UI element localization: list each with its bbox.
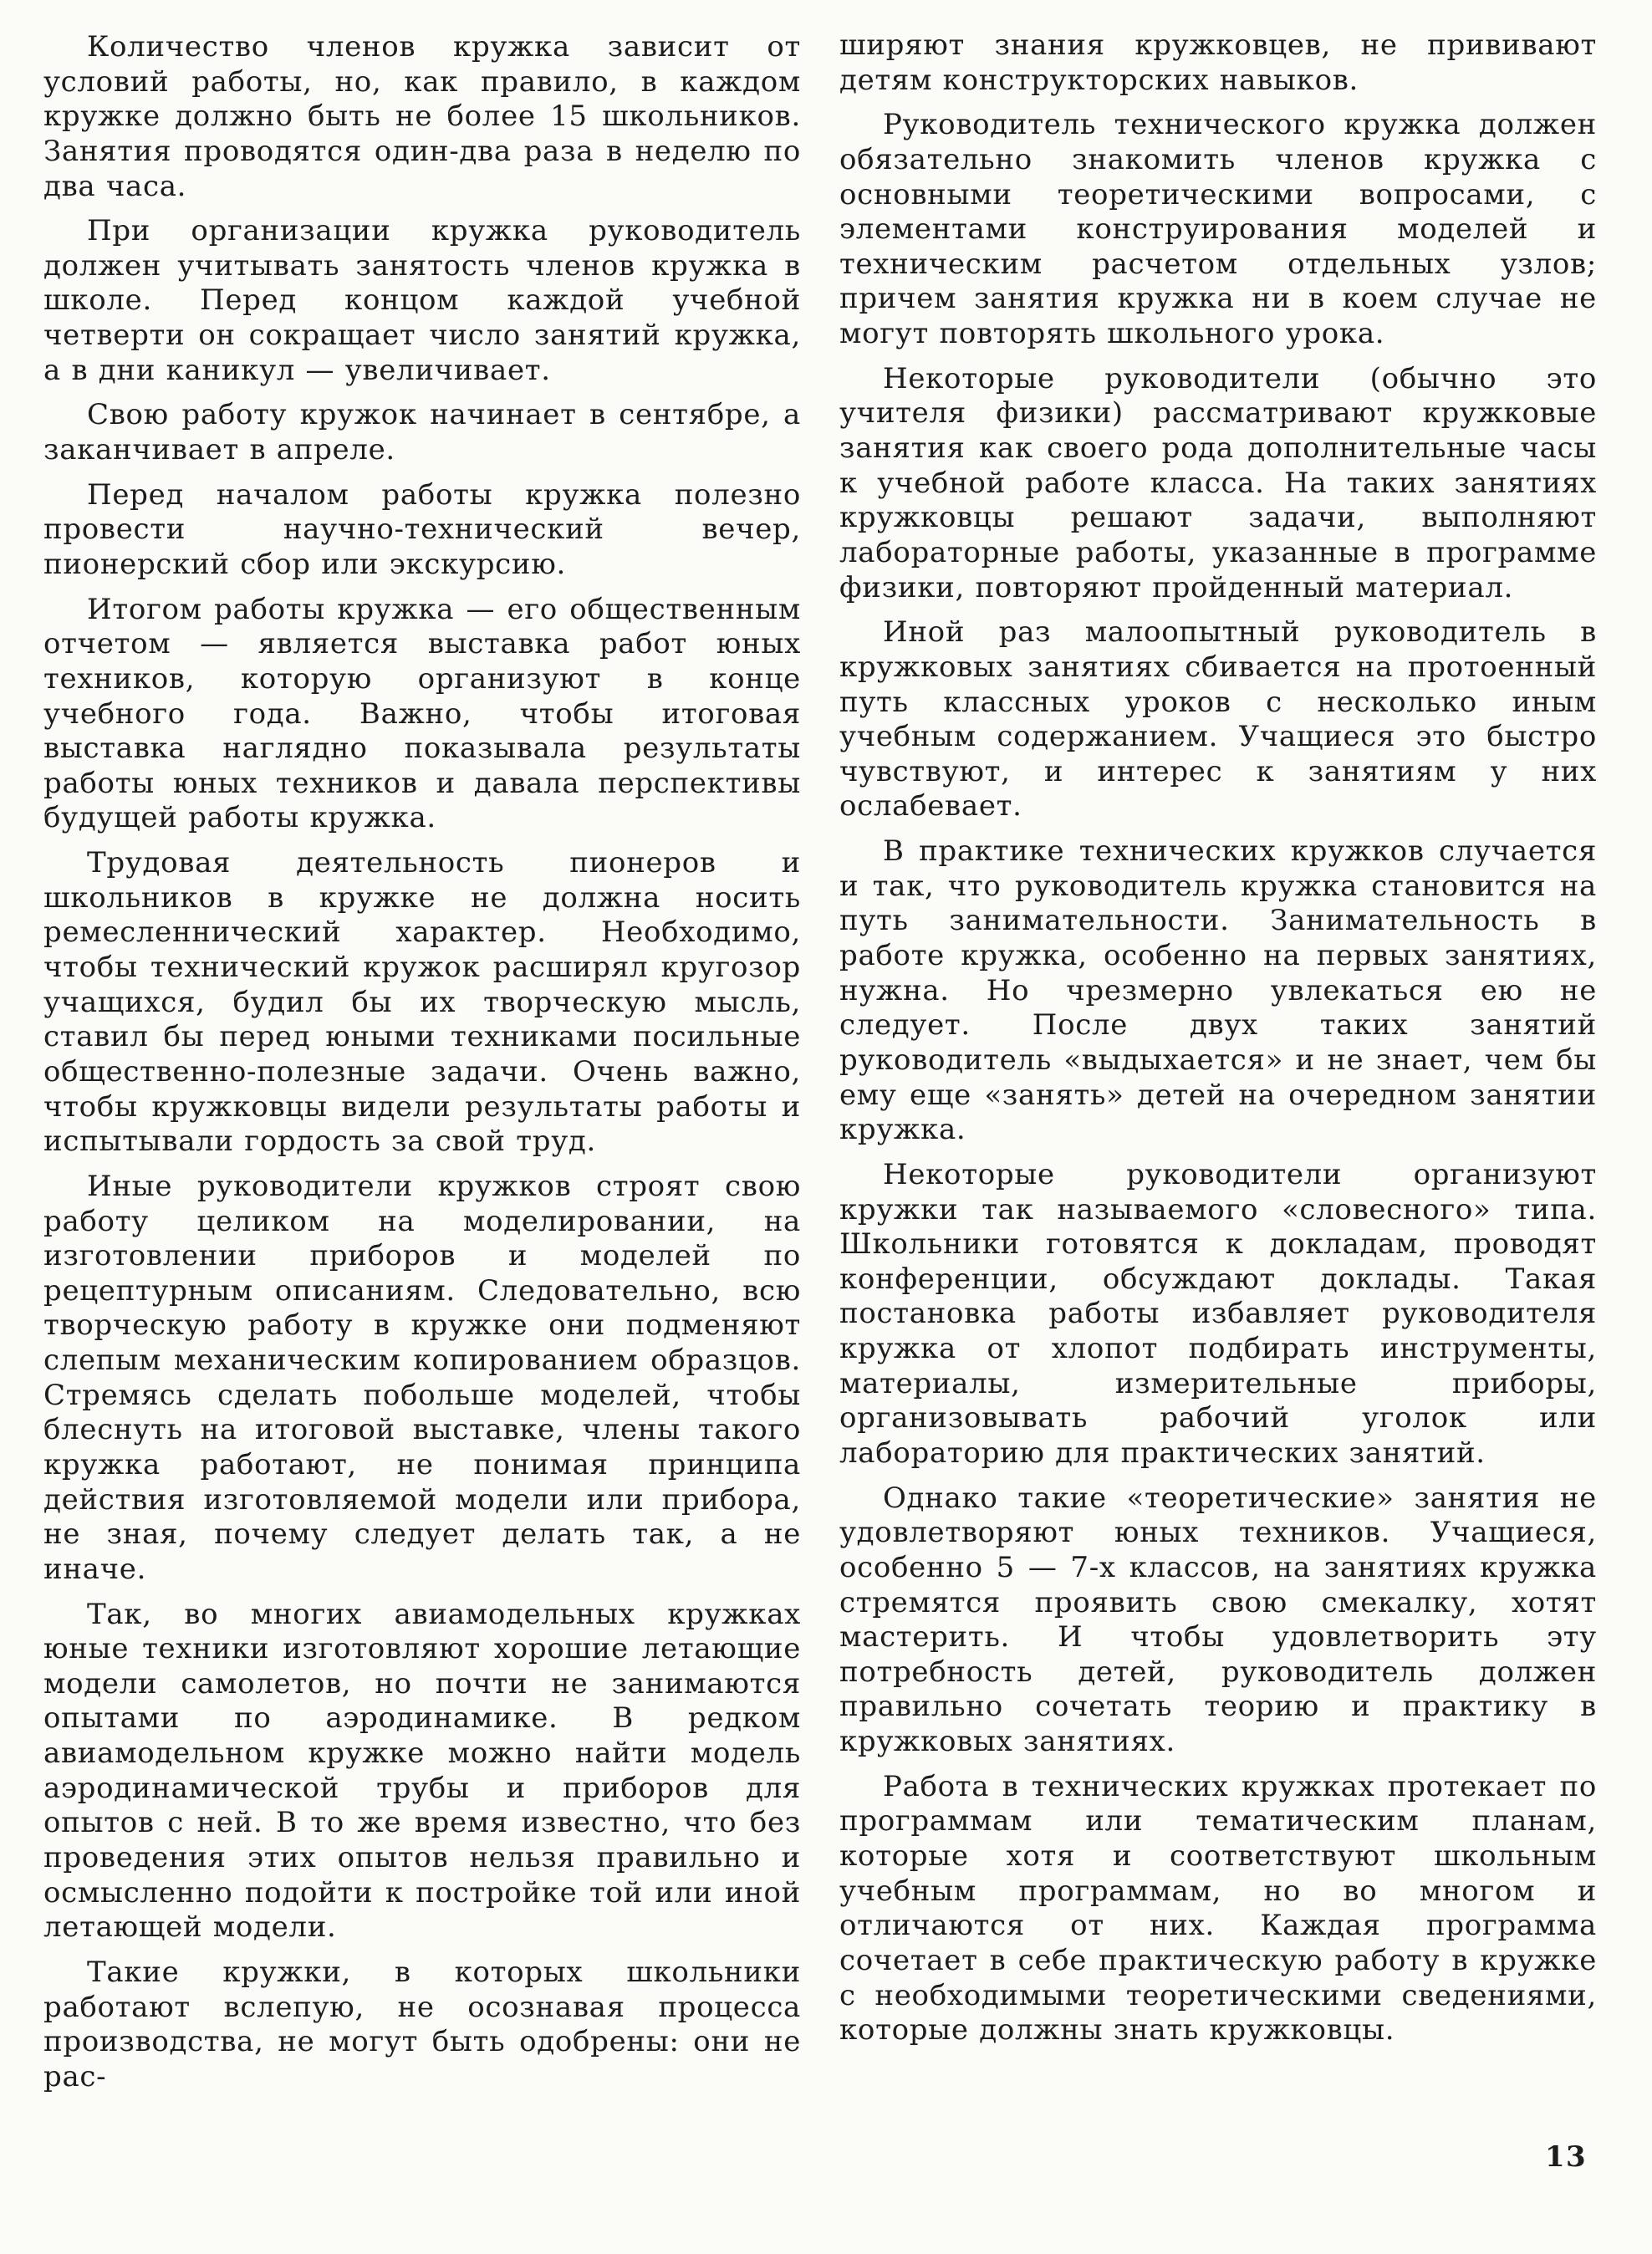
right-paragraph-7: Однако такие «теоретические» занятия не удовлетворяют юных техников. Учащиеся, особенно 5 — 7-х классов, на занятиях кружка стремятся проявить свою смекалку, хотят мастерить. И чтобы удовлетворить эту потребность детей, руководитель должен правильно сочетать теорию и практику в кружковых занятиях. (839, 1481, 1597, 1759)
right-column (839, 28, 1597, 2058)
left-column (43, 28, 801, 2105)
left-paragraph-9: Такие кружки, в которых школьники работают вслепую, не осознавая процесса производства, не могут быть одобрены: они не рас- (43, 1955, 801, 2093)
right-paragraph-3: Некоторые руководители (обычно это учителя физики) рассматривают кружковые занятия как своего рода дополнительные часы к учебной работе класса. На таких занятиях кружковцы решают задачи, выполняют лабораторные работы, указанные в программе физики, повторяют пройденный материал. (839, 361, 1597, 604)
left-paragraph-2: При организации кружка руководитель должен учитывать занятость членов кружка в школе. Перед концом каждой учебной четверти он сокращает число занятий кружка, а в дни каникул — увеличивает. (43, 214, 801, 387)
right-paragraph-6: Некоторые руководители организуют кружки так называемого «словесного» типа. Школьники готовятся к докладам, проводят конференции, обсуждают доклады. Такая постановка работы избавляет руководителя кружка от хлопот подбирать инструменты, материалы, измерительные приборы, организовывать рабочий уголок или лабораторию для практических занятий. (839, 1157, 1597, 1470)
right-paragraph-5: В практике технических кружков случается и так, что руководитель кружка становится на путь занимательности. Занимательность в работе кружка, особенно на первых занятиях, нужна. Но чрезмерно увлекаться ею не следует. После двух таких занятий руководитель «выдыхается» и не знает, чем бы ему еще «занять» детей на очередном занятии кружка. (839, 834, 1597, 1147)
left-paragraph-8: Так, во многих авиамодельных кружках юные техники изготовляют хорошие летающие модели самолетов, но почти не занимаются опытами по аэродинамике. В редком авиамодельном кружке можно найти модель аэродинамической трубы и приборов для опытов с ней. В то же время известно, что без проведения этих опытов нельзя правильно и осмысленно подойти к постройке той или иной летающей модели. (43, 1597, 801, 1945)
left-paragraph-1: Количество членов кружка зависит от условий работы, но, как правило, в каждом кружке должно быть не более 15 школьников. Занятия проводятся один-два раза в неделю по два часа. (43, 30, 801, 203)
left-paragraph-5: Итогом работы кружка — его общественным отчетом — является выставка работ юных техников, которую организуют в конце учебного года. Важно, чтобы итоговая выставка наглядно показывала результаты работы юных техников и давала перспективы будущей работы кружка. (43, 592, 801, 835)
two-column-text (43, 28, 1602, 2105)
left-paragraph-3: Свою работу кружок начинает в сентябре, а заканчивает в апреле. (43, 398, 801, 467)
right-paragraph-2: Руководитель технического кружка должен обязательно знакомить членов кружка с основными теоретическими вопросами, с элементами конструирования моделей и техническим расчетом отдельных узлов; причем занятия кружка ни в коем случае не могут повторять школьного урока. (839, 108, 1597, 351)
left-paragraph-7: Иные руководители кружков строят свою работу целиком на моделировании, на изготовлении приборов и моделей по рецептурным описаниям. Следовательно, всю творческую работу в кружке они подменяют слепым механическим копированием образцов. Стремясь сделать побольше моделей, чтобы блеснуть на итоговой выставке, члены такого кружка работают, не понимая принципа действия изготовляемой модели или прибора, не зная, почему следует делать так, а не иначе. (43, 1169, 801, 1586)
left-paragraph-4: Перед началом работы кружка полезно провести научно-технический вечер, пионерский сбор или экскурсию. (43, 477, 801, 581)
right-paragraph-4: Иной раз малоопытный руководитель в кружковых занятиях сбивается на протоенный путь классных уроков с несколько иным учебным содержанием. Учащиеся это быстро чувствуют, и интерес к занятиям у них ослабевает. (839, 615, 1597, 824)
left-paragraph-6: Трудовая деятельность пионеров и школьников в кружке не должна носить ремесленнический характер. Необходимо, чтобы технический кружок расширял кругозор учащихся, будил бы их творческую мысль, ставил бы перед юными техниками посильные общественно-полезные задачи. Очень важно, чтобы кружковцы видели результаты работы и испытывали гордость за свой труд. (43, 846, 801, 1159)
page-number: 13 (1544, 2140, 1587, 2174)
right-paragraph-1: ширяют знания кружковцев, не прививают детям конструкторских навыков. (839, 28, 1597, 97)
right-paragraph-8: Работа в технических кружках протекает по программам или тематическим планам, которые хотя и соответствуют школьным учебным программам, но во многом и отличаются от них. Каждая программа сочетает в себе практическую работу в кружке с необходимыми теоретическими сведениями, которые должны знать кружковцы. (839, 1769, 1597, 2047)
